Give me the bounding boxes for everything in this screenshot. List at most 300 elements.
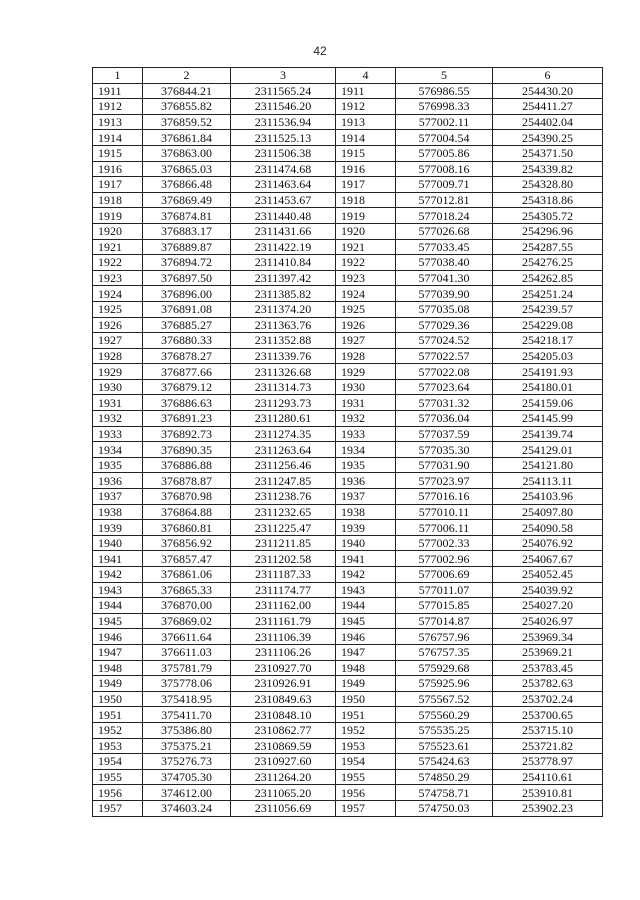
y-coordinate-right: 254090.58 bbox=[493, 520, 603, 536]
y-coordinate-right: 253782.63 bbox=[493, 676, 603, 692]
y-coordinate-left: 2311106.39 bbox=[231, 629, 336, 645]
table-row bbox=[93, 317, 603, 333]
x-coordinate-left: 376880.33 bbox=[143, 333, 231, 349]
x-coordinate-left: 376861.06 bbox=[143, 567, 231, 583]
point-id-left: 1918 bbox=[93, 192, 143, 208]
x-coordinate-left: 376892.73 bbox=[143, 426, 231, 442]
table-row bbox=[93, 255, 603, 271]
point-id-right: 1954 bbox=[336, 754, 396, 770]
y-coordinate-left: 2311161.79 bbox=[231, 613, 336, 629]
y-coordinate-left: 2311422.19 bbox=[231, 239, 336, 255]
table-row bbox=[93, 192, 603, 208]
point-id-right: 1929 bbox=[336, 364, 396, 380]
table-row bbox=[93, 286, 603, 302]
y-coordinate-right: 254180.01 bbox=[493, 379, 603, 395]
y-coordinate-left: 2311174.77 bbox=[231, 582, 336, 598]
point-id-right: 1913 bbox=[336, 114, 396, 130]
y-coordinate-left: 2311263.64 bbox=[231, 442, 336, 458]
point-id-right: 1937 bbox=[336, 489, 396, 505]
point-id-left: 1928 bbox=[93, 348, 143, 364]
coordinates-table bbox=[92, 67, 603, 817]
table-row bbox=[93, 754, 603, 770]
point-id-right: 1951 bbox=[336, 707, 396, 723]
x-coordinate-left: 376874.81 bbox=[143, 208, 231, 224]
x-coordinate-right: 577012.81 bbox=[396, 192, 493, 208]
y-coordinate-right: 254027.20 bbox=[493, 598, 603, 614]
x-coordinate-left: 375778.06 bbox=[143, 676, 231, 692]
y-coordinate-left: 2311056.69 bbox=[231, 800, 336, 816]
x-coordinate-right: 577041.30 bbox=[396, 270, 493, 286]
point-id-right: 1957 bbox=[336, 800, 396, 816]
x-coordinate-right: 575523.61 bbox=[396, 738, 493, 754]
point-id-left: 1937 bbox=[93, 489, 143, 505]
point-id-right: 1936 bbox=[336, 473, 396, 489]
table-row bbox=[93, 504, 603, 520]
x-coordinate-right: 577002.96 bbox=[396, 551, 493, 567]
y-coordinate-right: 254026.97 bbox=[493, 613, 603, 629]
y-coordinate-left: 2310926.91 bbox=[231, 676, 336, 692]
table-row bbox=[93, 161, 603, 177]
table-row bbox=[93, 457, 603, 473]
x-coordinate-left: 376878.27 bbox=[143, 348, 231, 364]
point-id-left: 1917 bbox=[93, 177, 143, 193]
point-id-right: 1948 bbox=[336, 660, 396, 676]
y-coordinate-right: 254110.61 bbox=[493, 769, 603, 785]
table-row bbox=[93, 644, 603, 660]
x-coordinate-left: 376891.08 bbox=[143, 301, 231, 317]
y-coordinate-left: 2311339.76 bbox=[231, 348, 336, 364]
point-id-left: 1948 bbox=[93, 660, 143, 676]
point-id-right: 1946 bbox=[336, 629, 396, 645]
x-coordinate-right: 577015.85 bbox=[396, 598, 493, 614]
point-id-left: 1942 bbox=[93, 567, 143, 583]
point-id-right: 1927 bbox=[336, 333, 396, 349]
table-row bbox=[93, 598, 603, 614]
page-number: 42 bbox=[313, 44, 327, 58]
point-id-right: 1916 bbox=[336, 161, 396, 177]
y-coordinate-left: 2311463.64 bbox=[231, 177, 336, 193]
y-coordinate-left: 2311374.20 bbox=[231, 301, 336, 317]
y-coordinate-left: 2311162.00 bbox=[231, 598, 336, 614]
x-coordinate-right: 576757.96 bbox=[396, 629, 493, 645]
y-coordinate-right: 254339.82 bbox=[493, 161, 603, 177]
x-coordinate-left: 374612.00 bbox=[143, 785, 231, 801]
x-coordinate-left: 376860.81 bbox=[143, 520, 231, 536]
x-coordinate-right: 577031.90 bbox=[396, 457, 493, 473]
point-id-left: 1957 bbox=[93, 800, 143, 816]
y-coordinate-right: 254430.20 bbox=[493, 83, 603, 99]
x-coordinate-right: 577016.16 bbox=[396, 489, 493, 505]
y-coordinate-left: 2311506.38 bbox=[231, 145, 336, 161]
point-id-right: 1938 bbox=[336, 504, 396, 520]
point-id-left: 1955 bbox=[93, 769, 143, 785]
y-coordinate-left: 2310869.59 bbox=[231, 738, 336, 754]
y-coordinate-left: 2311225.47 bbox=[231, 520, 336, 536]
point-id-right: 1918 bbox=[336, 192, 396, 208]
x-coordinate-left: 376886.63 bbox=[143, 395, 231, 411]
point-id-right: 1912 bbox=[336, 99, 396, 115]
x-coordinate-right: 577022.08 bbox=[396, 364, 493, 380]
point-id-left: 1932 bbox=[93, 411, 143, 427]
x-coordinate-right: 577031.32 bbox=[396, 395, 493, 411]
point-id-left: 1919 bbox=[93, 208, 143, 224]
table-row bbox=[93, 738, 603, 754]
x-coordinate-right: 575925.96 bbox=[396, 676, 493, 692]
x-coordinate-right: 575535.25 bbox=[396, 722, 493, 738]
table-row bbox=[93, 223, 603, 239]
point-id-right: 1956 bbox=[336, 785, 396, 801]
x-coordinate-right: 574750.03 bbox=[396, 800, 493, 816]
table-row bbox=[93, 333, 603, 349]
table-row bbox=[93, 395, 603, 411]
y-coordinate-right: 254191.93 bbox=[493, 364, 603, 380]
point-id-left: 1930 bbox=[93, 379, 143, 395]
table-row bbox=[93, 785, 603, 801]
y-coordinate-right: 254276.25 bbox=[493, 255, 603, 271]
y-coordinate-right: 253702.24 bbox=[493, 691, 603, 707]
y-coordinate-right: 254262.85 bbox=[493, 270, 603, 286]
x-coordinate-left: 375418.95 bbox=[143, 691, 231, 707]
y-coordinate-right: 254229.08 bbox=[493, 317, 603, 333]
y-coordinate-right: 254239.57 bbox=[493, 301, 603, 317]
table-row bbox=[93, 239, 603, 255]
x-coordinate-left: 376611.03 bbox=[143, 644, 231, 660]
point-id-left: 1953 bbox=[93, 738, 143, 754]
table-row bbox=[93, 364, 603, 380]
point-id-left: 1924 bbox=[93, 286, 143, 302]
point-id-left: 1925 bbox=[93, 301, 143, 317]
y-coordinate-left: 2311256.46 bbox=[231, 457, 336, 473]
y-coordinate-left: 2311431.66 bbox=[231, 223, 336, 239]
point-id-left: 1915 bbox=[93, 145, 143, 161]
x-coordinate-right: 576986.55 bbox=[396, 83, 493, 99]
point-id-left: 1951 bbox=[93, 707, 143, 723]
column-header-5: 5 bbox=[396, 68, 493, 84]
point-id-left: 1912 bbox=[93, 99, 143, 115]
y-coordinate-right: 254218.17 bbox=[493, 333, 603, 349]
point-id-left: 1921 bbox=[93, 239, 143, 255]
y-coordinate-right: 254121.80 bbox=[493, 457, 603, 473]
y-coordinate-right: 254411.27 bbox=[493, 99, 603, 115]
y-coordinate-left: 2311474.68 bbox=[231, 161, 336, 177]
table-row bbox=[93, 270, 603, 286]
point-id-left: 1931 bbox=[93, 395, 143, 411]
point-id-right: 1941 bbox=[336, 551, 396, 567]
x-coordinate-right: 577035.30 bbox=[396, 442, 493, 458]
point-id-right: 1955 bbox=[336, 769, 396, 785]
x-coordinate-left: 375375.21 bbox=[143, 738, 231, 754]
x-coordinate-left: 376883.17 bbox=[143, 223, 231, 239]
table-row bbox=[93, 613, 603, 629]
point-id-left: 1911 bbox=[93, 83, 143, 99]
x-coordinate-left: 375386.80 bbox=[143, 722, 231, 738]
x-coordinate-left: 376891.23 bbox=[143, 411, 231, 427]
y-coordinate-left: 2311247.85 bbox=[231, 473, 336, 489]
table-row bbox=[93, 676, 603, 692]
x-coordinate-left: 376863.00 bbox=[143, 145, 231, 161]
x-coordinate-right: 577006.11 bbox=[396, 520, 493, 536]
point-id-left: 1934 bbox=[93, 442, 143, 458]
x-coordinate-right: 577018.24 bbox=[396, 208, 493, 224]
y-coordinate-left: 2311536.94 bbox=[231, 114, 336, 130]
y-coordinate-right: 254145.99 bbox=[493, 411, 603, 427]
x-coordinate-left: 376885.27 bbox=[143, 317, 231, 333]
y-coordinate-left: 2311106.26 bbox=[231, 644, 336, 660]
point-id-right: 1930 bbox=[336, 379, 396, 395]
x-coordinate-left: 376865.33 bbox=[143, 582, 231, 598]
y-coordinate-left: 2311525.13 bbox=[231, 130, 336, 146]
table-row bbox=[93, 208, 603, 224]
y-coordinate-left: 2311238.76 bbox=[231, 489, 336, 505]
y-coordinate-left: 2311410.84 bbox=[231, 255, 336, 271]
table-row bbox=[93, 551, 603, 567]
table-row bbox=[93, 114, 603, 130]
point-id-left: 1950 bbox=[93, 691, 143, 707]
y-coordinate-right: 254039.92 bbox=[493, 582, 603, 598]
point-id-right: 1915 bbox=[336, 145, 396, 161]
table-row bbox=[93, 379, 603, 395]
x-coordinate-right: 575560.29 bbox=[396, 707, 493, 723]
x-coordinate-left: 374705.30 bbox=[143, 769, 231, 785]
y-coordinate-left: 2310862.77 bbox=[231, 722, 336, 738]
x-coordinate-right: 577033.45 bbox=[396, 239, 493, 255]
y-coordinate-right: 254076.92 bbox=[493, 535, 603, 551]
x-coordinate-left: 376865.03 bbox=[143, 161, 231, 177]
x-coordinate-right: 577038.40 bbox=[396, 255, 493, 271]
x-coordinate-right: 577022.57 bbox=[396, 348, 493, 364]
table-row bbox=[93, 769, 603, 785]
y-coordinate-right: 253902.23 bbox=[493, 800, 603, 816]
point-id-left: 1938 bbox=[93, 504, 143, 520]
y-coordinate-right: 253778.97 bbox=[493, 754, 603, 770]
x-coordinate-left: 376859.52 bbox=[143, 114, 231, 130]
y-coordinate-right: 253783.45 bbox=[493, 660, 603, 676]
y-coordinate-left: 2311326.68 bbox=[231, 364, 336, 380]
point-id-right: 1939 bbox=[336, 520, 396, 536]
y-coordinate-left: 2311385.82 bbox=[231, 286, 336, 302]
y-coordinate-right: 254067.67 bbox=[493, 551, 603, 567]
y-coordinate-right: 253721.82 bbox=[493, 738, 603, 754]
y-coordinate-right: 253700.65 bbox=[493, 707, 603, 723]
y-coordinate-left: 2311274.35 bbox=[231, 426, 336, 442]
y-coordinate-left: 2311264.20 bbox=[231, 769, 336, 785]
y-coordinate-right: 254205.03 bbox=[493, 348, 603, 364]
point-id-left: 1949 bbox=[93, 676, 143, 692]
x-coordinate-right: 577023.97 bbox=[396, 473, 493, 489]
table-row bbox=[93, 691, 603, 707]
point-id-right: 1943 bbox=[336, 582, 396, 598]
point-id-left: 1923 bbox=[93, 270, 143, 286]
point-id-right: 1911 bbox=[336, 83, 396, 99]
x-coordinate-left: 374603.24 bbox=[143, 800, 231, 816]
point-id-left: 1940 bbox=[93, 535, 143, 551]
y-coordinate-right: 254305.72 bbox=[493, 208, 603, 224]
y-coordinate-left: 2311065.20 bbox=[231, 785, 336, 801]
point-id-left: 1927 bbox=[93, 333, 143, 349]
column-header-6: 6 bbox=[493, 68, 603, 84]
y-coordinate-right: 254097.80 bbox=[493, 504, 603, 520]
y-coordinate-left: 2311440.48 bbox=[231, 208, 336, 224]
point-id-right: 1919 bbox=[336, 208, 396, 224]
point-id-left: 1922 bbox=[93, 255, 143, 271]
point-id-right: 1949 bbox=[336, 676, 396, 692]
y-coordinate-right: 254296.96 bbox=[493, 223, 603, 239]
y-coordinate-right: 253910.81 bbox=[493, 785, 603, 801]
point-id-right: 1952 bbox=[336, 722, 396, 738]
y-coordinate-left: 2311397.42 bbox=[231, 270, 336, 286]
point-id-right: 1935 bbox=[336, 457, 396, 473]
x-coordinate-left: 376896.00 bbox=[143, 286, 231, 302]
table-row bbox=[93, 520, 603, 536]
x-coordinate-right: 576998.33 bbox=[396, 99, 493, 115]
table-row bbox=[93, 348, 603, 364]
point-id-left: 1935 bbox=[93, 457, 143, 473]
x-coordinate-left: 376856.92 bbox=[143, 535, 231, 551]
x-coordinate-right: 577011.07 bbox=[396, 582, 493, 598]
x-coordinate-left: 375411.70 bbox=[143, 707, 231, 723]
x-coordinate-right: 576757.35 bbox=[396, 644, 493, 660]
point-id-right: 1947 bbox=[336, 644, 396, 660]
point-id-right: 1926 bbox=[336, 317, 396, 333]
y-coordinate-left: 2311546.20 bbox=[231, 99, 336, 115]
x-coordinate-left: 376897.50 bbox=[143, 270, 231, 286]
table-row bbox=[93, 83, 603, 99]
table-header-row bbox=[93, 68, 603, 84]
table-row bbox=[93, 707, 603, 723]
y-coordinate-right: 253969.21 bbox=[493, 644, 603, 660]
point-id-left: 1944 bbox=[93, 598, 143, 614]
x-coordinate-right: 577037.59 bbox=[396, 426, 493, 442]
y-coordinate-left: 2311187.33 bbox=[231, 567, 336, 583]
x-coordinate-left: 375781.79 bbox=[143, 660, 231, 676]
table-row bbox=[93, 800, 603, 816]
point-id-left: 1913 bbox=[93, 114, 143, 130]
x-coordinate-right: 577002.33 bbox=[396, 535, 493, 551]
point-id-right: 1914 bbox=[336, 130, 396, 146]
point-id-left: 1939 bbox=[93, 520, 143, 536]
y-coordinate-left: 2310927.70 bbox=[231, 660, 336, 676]
x-coordinate-right: 577036.04 bbox=[396, 411, 493, 427]
column-header-1: 1 bbox=[93, 68, 143, 84]
table-row bbox=[93, 535, 603, 551]
x-coordinate-left: 376889.87 bbox=[143, 239, 231, 255]
x-coordinate-right: 577023.64 bbox=[396, 379, 493, 395]
x-coordinate-right: 577029.36 bbox=[396, 317, 493, 333]
x-coordinate-left: 376869.49 bbox=[143, 192, 231, 208]
x-coordinate-right: 574850.29 bbox=[396, 769, 493, 785]
y-coordinate-right: 254159.06 bbox=[493, 395, 603, 411]
x-coordinate-left: 376878.87 bbox=[143, 473, 231, 489]
point-id-right: 1934 bbox=[336, 442, 396, 458]
x-coordinate-left: 376866.48 bbox=[143, 177, 231, 193]
x-coordinate-right: 575929.68 bbox=[396, 660, 493, 676]
point-id-left: 1941 bbox=[93, 551, 143, 567]
x-coordinate-left: 376870.98 bbox=[143, 489, 231, 505]
x-coordinate-left: 376886.88 bbox=[143, 457, 231, 473]
x-coordinate-right: 577008.16 bbox=[396, 161, 493, 177]
y-coordinate-left: 2311293.73 bbox=[231, 395, 336, 411]
column-header-4: 4 bbox=[336, 68, 396, 84]
x-coordinate-left: 376879.12 bbox=[143, 379, 231, 395]
y-coordinate-right: 254129.01 bbox=[493, 442, 603, 458]
point-id-right: 1942 bbox=[336, 567, 396, 583]
y-coordinate-left: 2311352.88 bbox=[231, 333, 336, 349]
x-coordinate-right: 574758.71 bbox=[396, 785, 493, 801]
point-id-left: 1929 bbox=[93, 364, 143, 380]
x-coordinate-left: 376877.66 bbox=[143, 364, 231, 380]
y-coordinate-right: 254390.25 bbox=[493, 130, 603, 146]
y-coordinate-right: 253969.34 bbox=[493, 629, 603, 645]
y-coordinate-right: 254371.50 bbox=[493, 145, 603, 161]
table-row bbox=[93, 130, 603, 146]
point-id-left: 1933 bbox=[93, 426, 143, 442]
point-id-right: 1931 bbox=[336, 395, 396, 411]
table-row bbox=[93, 660, 603, 676]
y-coordinate-right: 254113.11 bbox=[493, 473, 603, 489]
x-coordinate-left: 376611.64 bbox=[143, 629, 231, 645]
point-id-right: 1945 bbox=[336, 613, 396, 629]
table-row bbox=[93, 99, 603, 115]
point-id-right: 1932 bbox=[336, 411, 396, 427]
x-coordinate-left: 376861.84 bbox=[143, 130, 231, 146]
point-id-left: 1936 bbox=[93, 473, 143, 489]
x-coordinate-right: 577026.68 bbox=[396, 223, 493, 239]
table-row bbox=[93, 177, 603, 193]
y-coordinate-right: 254402.04 bbox=[493, 114, 603, 130]
point-id-left: 1920 bbox=[93, 223, 143, 239]
point-id-left: 1943 bbox=[93, 582, 143, 598]
x-coordinate-left: 376864.88 bbox=[143, 504, 231, 520]
y-coordinate-right: 254103.96 bbox=[493, 489, 603, 505]
point-id-right: 1940 bbox=[336, 535, 396, 551]
point-id-right: 1922 bbox=[336, 255, 396, 271]
table-row bbox=[93, 567, 603, 583]
y-coordinate-left: 2311453.67 bbox=[231, 192, 336, 208]
x-coordinate-right: 577039.90 bbox=[396, 286, 493, 302]
table-row bbox=[93, 473, 603, 489]
y-coordinate-right: 254251.24 bbox=[493, 286, 603, 302]
point-id-right: 1944 bbox=[336, 598, 396, 614]
point-id-left: 1926 bbox=[93, 317, 143, 333]
x-coordinate-right: 577024.52 bbox=[396, 333, 493, 349]
y-coordinate-left: 2311232.65 bbox=[231, 504, 336, 520]
point-id-left: 1916 bbox=[93, 161, 143, 177]
table-row bbox=[93, 442, 603, 458]
table-row bbox=[93, 629, 603, 645]
column-header-2: 2 bbox=[143, 68, 231, 84]
point-id-right: 1921 bbox=[336, 239, 396, 255]
point-id-right: 1928 bbox=[336, 348, 396, 364]
x-coordinate-left: 375276.73 bbox=[143, 754, 231, 770]
y-coordinate-left: 2311565.24 bbox=[231, 83, 336, 99]
y-coordinate-left: 2311202.58 bbox=[231, 551, 336, 567]
x-coordinate-right: 577014.87 bbox=[396, 613, 493, 629]
table-row bbox=[93, 301, 603, 317]
point-id-left: 1947 bbox=[93, 644, 143, 660]
y-coordinate-right: 254139.74 bbox=[493, 426, 603, 442]
x-coordinate-right: 575567.52 bbox=[396, 691, 493, 707]
point-id-right: 1920 bbox=[336, 223, 396, 239]
y-coordinate-right: 253715.10 bbox=[493, 722, 603, 738]
x-coordinate-right: 577010.11 bbox=[396, 504, 493, 520]
point-id-left: 1946 bbox=[93, 629, 143, 645]
x-coordinate-left: 376855.82 bbox=[143, 99, 231, 115]
point-id-left: 1952 bbox=[93, 722, 143, 738]
y-coordinate-left: 2311211.85 bbox=[231, 535, 336, 551]
table-row bbox=[93, 722, 603, 738]
point-id-right: 1924 bbox=[336, 286, 396, 302]
x-coordinate-left: 376857.47 bbox=[143, 551, 231, 567]
